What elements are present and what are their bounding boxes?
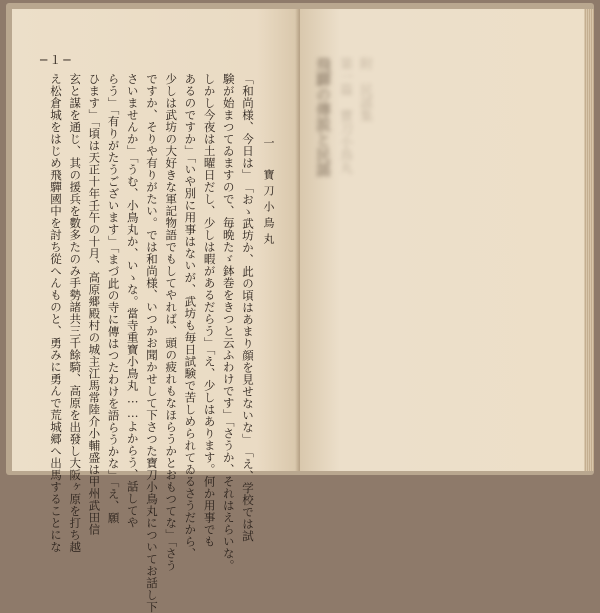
text-column: あるのですか」「いや別に用事はないが、武坊も毎日試験で苦しめられてゐるさうだから、 xyxy=(183,73,198,560)
show-through-line: 附 民謡集 xyxy=(357,57,372,122)
text-column: さいませんか」「うむ、小鳥丸か、いゝな。當寺重寶小鳥丸……よからう、話してや xyxy=(125,73,140,529)
text-column: しかし今夜は土曜日だし、少しは暇があるだらう」「え、少しはあります。何か用事でも xyxy=(202,73,217,548)
show-through-line: 飛驒の傳説と民謡 xyxy=(314,57,332,177)
text-column: 少しは武坊の大好きな軍記物語でもしてやれば、頭の疲れもなほらうかとおもつてな」「さう xyxy=(164,73,179,572)
show-through-line: 第一篇 寶刀小鳥丸 xyxy=(337,57,352,174)
left-page xyxy=(12,9,300,613)
page-number: ─１─ xyxy=(40,53,73,67)
text-column: 玄と謀を通じ、其の援兵を數多たのみ手勢諸共三千餘騎、高原を出發し大阪ヶ原を打ち越 xyxy=(68,73,83,553)
open-book xyxy=(6,3,594,613)
text-column: 「和尚様、今日は」 「おゝ武坊か、此の頃はあまり顔を見せないな」 「え、学校では試 xyxy=(241,73,255,542)
text-column: え松倉城をはじめ飛驒國中を討ち從へんものと、勇みに勇んで荒城郷へ出馬することにな xyxy=(49,73,63,553)
right-page xyxy=(300,9,584,471)
page-edges xyxy=(584,9,594,471)
text-column: 験が始まつてゐますので、毎晩たゞ鉢巻をきつと云ふわけです」「さうか、それはえらいな。 xyxy=(221,73,236,572)
text-column: ですか、そりや有りがたい。では和尚様、いつかお聞かせして下さつた寶刀小鳥丸についてお話し下 xyxy=(145,73,159,613)
chapter-heading: 一 寶刀小鳥丸 xyxy=(262,137,275,249)
text-column: ひます」「頃は天正十年壬午の十月、高原郷殿村の城主江馬常陸介小輔盛は甲州武田信 xyxy=(87,73,102,536)
text-column: らう」「有りがたうございます」「まづ此の寺に傳はつたわけを語らうかな」「え、願 xyxy=(106,73,121,524)
